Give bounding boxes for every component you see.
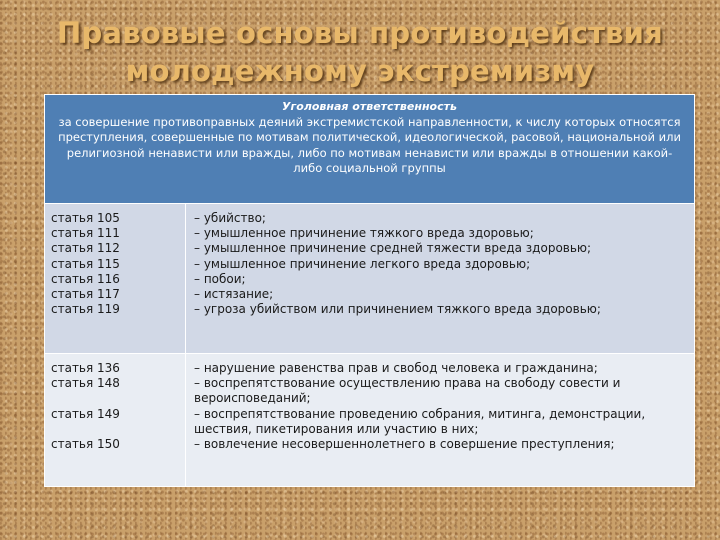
offence-item: – угроза убийством или причинением тяжкого вреда здоровью; (194, 302, 601, 317)
offence-item: – умышленное причинение тяжкого вреда здоровью; (194, 226, 534, 241)
article-label: статья 105 (51, 211, 120, 225)
header-title: Уголовная ответственность (282, 100, 457, 113)
offence-item: – вовлечение несовершеннолетнего в совершение преступления; (194, 437, 615, 452)
article-label: статья 111 (51, 226, 120, 241)
table-header-cell (45, 95, 695, 204)
article-label: статья 117 (51, 287, 120, 302)
offence-item: – воспрепятствование осуществлению права на свободу совести и (194, 376, 621, 391)
offence-item: – истязание; (194, 287, 274, 302)
table-header-row (45, 95, 695, 204)
article-label: статья 136 (51, 361, 120, 375)
spacer (51, 391, 179, 406)
offences-cell (186, 354, 695, 487)
offences-cell (186, 204, 695, 354)
table-row (45, 204, 695, 354)
article-label: статья 119 (51, 302, 120, 317)
article-label: статья 149 (51, 406, 120, 421)
article-label: статья 112 (51, 241, 120, 256)
title-line-1: Правовые основы противодействия (57, 16, 663, 50)
page-title (0, 14, 720, 90)
offence-item: – убийство; (194, 211, 266, 225)
offence-item: – побои; (194, 271, 246, 286)
article-label: статья 115 (51, 256, 120, 271)
article-label: статья 148 (51, 376, 120, 391)
article-label: статья 116 (51, 271, 120, 286)
table-row (45, 354, 695, 487)
header-text: за совершение противоправных деяний экстремистской направленности, к числу которых относятся преступления, совершенные по мотивам политической, идеологической, расовой, национальной или религиозной ненависти или вражды, либо по мотивам ненависти или вражды в отношении какой-либо социальной группы (58, 114, 681, 175)
title-line-2: молодежному экстремизму (125, 54, 595, 88)
offence-item: шествия, пикетирования или участию в них; (194, 421, 479, 436)
offence-item: – умышленное причинение легкого вреда здоровью; (194, 256, 531, 271)
offence-item: – нарушение равенства прав и свобод человека и гражданина; (194, 361, 598, 375)
offence-item: – воспрепятствование проведению собрания, митинга, демонстрации, (194, 406, 646, 421)
spacer (51, 422, 179, 437)
articles-cell (45, 204, 186, 354)
offence-item: вероисповеданий; (194, 391, 311, 406)
article-label: статья 150 (51, 436, 120, 451)
offence-item: – умышленное причинение средней тяжести вреда здоровью; (194, 241, 592, 256)
articles-cell (45, 354, 186, 487)
liability-table (44, 94, 695, 487)
